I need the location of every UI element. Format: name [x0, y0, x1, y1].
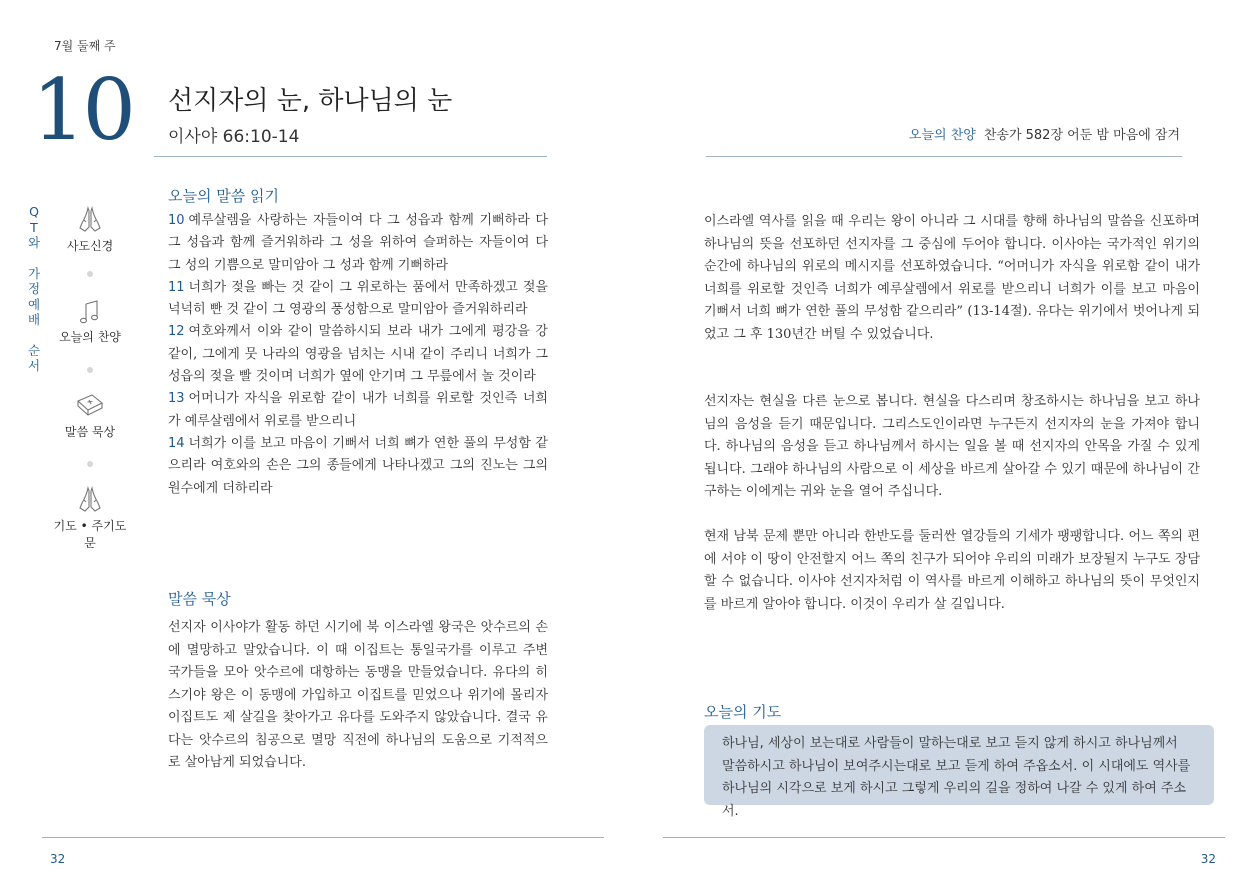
vertical-gap — [26, 251, 42, 266]
hymn-line — [909, 124, 1180, 143]
meditation-text: 선지자 이사야가 활동 하던 시기에 북 이스라엘 왕국은 앗수르의 손에 멸망하고 말았습니다. 이 때 이집트는 통일국가를 이루고 주변 국가들을 모아 앗수르에 대항하는 동맹을 만들었습니다. 유다의 히스기야 왕은 이 동맹에 가입하고 이집트를 믿었으나 위기에 몰리자 이집트도 제 살길을 찾아가고 유다를 도와주지 않았습니다. 결국 유다는 앗수르의 침공으로 멸망 직전에 하나님의 도움으로 기적적으로 살아남게 되었습니다. — [168, 620, 548, 770]
verse-number: 14 — [168, 435, 185, 451]
reading-heading: 오늘의 말씀 읽기 — [168, 187, 279, 205]
verse — [168, 433, 548, 500]
prayer-line: 말씀하시고 하나님이 보여주시는대로 보고 듣게 하여 주옵소서. 이 시대에도 역사를 — [722, 758, 1191, 774]
verse — [168, 277, 548, 322]
vertical-char: 와 — [27, 235, 41, 250]
hymn-text: 찬송가 582장 어둔 밤 마음에 잠겨 — [983, 128, 1180, 143]
hymn-label: 오늘의 찬양 — [908, 128, 976, 143]
prayer-heading: 오늘의 기도 — [704, 703, 782, 721]
scripture-passage — [168, 210, 548, 500]
vertical-char: T — [30, 219, 38, 235]
prayer-line: 하나님의 시각으로 보게 하시고 그렇게 우리의 길을 정하여 나갈 수 있게 하여 주소서. — [722, 781, 1187, 819]
sidebar-item-label: 사도신경 — [66, 239, 114, 253]
verse-number: 11 — [168, 279, 185, 295]
verse-text: 어머니가 자식을 위로함 같이 내가 너희를 위로할 것인즉 너희가 예루살렘에서 위로를 받으리니 — [168, 391, 548, 429]
header-divider-right — [706, 156, 1182, 157]
sidebar-item-hymn — [50, 298, 130, 345]
sidebar-item-label: 기도 • 주기도문 — [53, 519, 127, 550]
verse-text: 너희가 이를 보고 마음이 기뻐서 너희 뼈가 연한 풀의 무성함 같으리라 여호와의 손은 그의 종들에게 나타나겠고 그의 진노는 그의 원수에게 더하리라 — [168, 435, 548, 496]
footer-divider-right — [663, 837, 1225, 838]
page-number-left: 32 — [50, 852, 66, 866]
body-paragraph: 현재 남북 문제 뿐만 아니라 한반도를 둘러싼 열강들의 기세가 팽팽합니다. 어느 쪽의 편에 서야 이 땅이 안전할지 어느 쪽의 친구가 되어야 우리의 미래가 보장될지 누구도 장담할 수 없습니다. 이사야 선지자처럼 이 역사를 바르게 이해하고 하나님의 뜻이 무엇인지를 바르게 알아야 합니다. 이것이 우리가 살 길입니다. — [704, 529, 1200, 612]
body-paragraph: 이스라엘 역사를 읽을 때 우리는 왕이 아니라 그 시대를 향해 하나님의 말씀을 신포하며 하나님의 뜻을 선포하던 선지자를 그 중심에 두어야 합니다. 이사야는 국가적인 위기의 순간에 하나님의 위로의 메시지를 선포하였습니다. “어머니가 자식을 위로함 같이 내가 너희를 위로할 것인즉 너희가 예루살렘에서 위로를 받으리니 너희가 이를 보고 마음이 기뻐서 너희 뼈가 연한 풀의 무성함 같으리라” (13-14절). 유다는 위기에서 벗어나게 되었고 그 후 130년간 버틸 수 있었습니다. — [704, 214, 1200, 342]
verse-text: 예루살렘을 사랑하는 자들이여 다 그 성읍과 함께 기뻐하라 다 그 성읍과 함께 즐거워하라 그 성을 위하여 슬퍼하는 자들이여 다 그 성의 기쁨으로 말미암아 그 성과 함께 기뻐하라 — [168, 213, 548, 273]
verse-number: 10 — [168, 213, 185, 228]
sidebar-item-prayer — [50, 485, 130, 551]
vertical-char: 가 — [27, 265, 41, 281]
header-divider-left — [154, 156, 547, 157]
sidebar-item-label: 오늘의 찬양 — [59, 330, 121, 344]
bible-book-icon — [74, 391, 106, 421]
praying-hands-icon — [75, 485, 105, 515]
praying-hands-icon — [75, 205, 105, 235]
verse-number: 12 — [168, 324, 185, 340]
sidebar-item-label: 말씀 묵상 — [64, 425, 116, 439]
body-paragraph: 선지자는 현실을 다른 눈으로 봅니다. 현실을 다스리며 창조하시는 하나님을 보고 하나님의 음성을 듣기 때문입니다. 그리스도인이라면 누구든지 선지자의 눈을 가져야 합니다. 하나님의 음성을 듣고 하나님께서 하시는 일을 볼 때 선지자의 안목을 가질 수 있게 됩니다. 그래야 하나님의 사람으로 이 세상을 바르게 살아갈 수 있기 때문에 하나님이 간구하는 이에게는 귀와 눈을 열어 주십니다. — [704, 394, 1200, 499]
vertical-char: 예 — [27, 296, 41, 312]
prayer-box — [704, 725, 1214, 819]
vertical-char: 배 — [27, 312, 41, 327]
music-note-icon — [75, 298, 105, 326]
verse — [168, 321, 548, 388]
scripture-reference: 이사야 66:10-14 — [168, 127, 300, 147]
prayer-line: 하나님, 세상이 보는대로 사람들이 말하는대로 보고 듣지 않게 하시고 하나님께서 — [722, 736, 1178, 751]
vertical-char: Q — [29, 204, 39, 219]
verse — [168, 210, 548, 277]
day-number: 10 — [32, 61, 133, 159]
sidebar-item-creed — [50, 205, 130, 254]
sidebar-dot — [87, 461, 93, 467]
verse — [168, 388, 548, 433]
vertical-char: 정 — [27, 281, 41, 296]
vertical-gap — [26, 328, 42, 343]
vertical-char: 순 — [27, 342, 41, 358]
footer-divider-left — [42, 837, 604, 838]
verse-text: 너희가 젖을 빠는 것 같이 그 위로하는 품에서 만족하겠고 젖을 넉넉히 빤 것 같이 그 영광의 풍성함으로 말미암아 즐거워하리라 — [168, 279, 548, 318]
page-title: 선지자의 눈, 하나님의 눈 — [168, 86, 453, 116]
sidebar-item-meditation — [50, 391, 130, 440]
sidebar-dot — [87, 367, 93, 373]
qt-order-vertical-label — [26, 204, 42, 374]
week-label: 7월 둘째 주 — [54, 39, 116, 53]
verse-text: 여호와께서 이와 같이 말씀하시되 보라 내가 그에게 평강을 강 같이, 그에게 뭇 나라의 영광을 넘치는 시내 같이 주리니 너희가 그 성읍의 젖을 빨 것이며 너희가 옆에 안기며 그 무릎에서 놀 것이라 — [168, 324, 548, 385]
verse-number: 13 — [168, 391, 185, 407]
vertical-char: 서 — [27, 358, 41, 373]
sidebar-dot — [87, 271, 93, 277]
meditation-heading: 말씀 묵상 — [168, 590, 231, 608]
page-number-right: 32 — [1200, 852, 1216, 866]
